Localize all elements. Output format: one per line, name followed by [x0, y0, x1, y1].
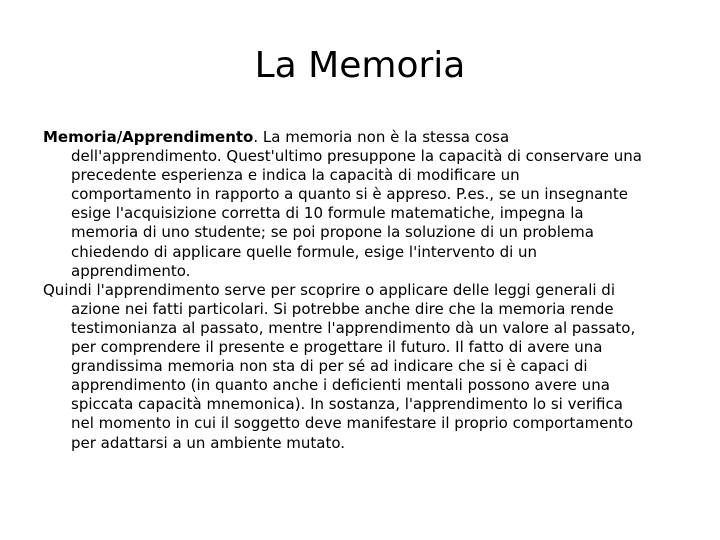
paragraph-text: Quindi l'apprendimento serve per scoprire o applicare delle leggi generali di azione nei fatti particolari. Si potrebbe anche dire che la memoria rende testimonianza al passato, mentre l'apprendimento dà un valore al passato, per comprendere il presente e progettare il futuro. Il fatto di avere una grandissima memoria non sta di per sé ad indicare che si è capaci di apprendimento (in quanto anche i deficienti mentali possono avere una spiccata capacità mnemonica). In sostanza, l'apprendimento lo si verifica nel momento in cui il soggetto deve manifestare il proprio comportamento per adattarsi a un ambiente mutato.	[43, 280, 636, 452]
paragraph-quindi	[43, 281, 643, 453]
slide-title: La Memoria	[254, 45, 466, 86]
paragraph-memoria-apprendimento	[43, 128, 643, 281]
slide-body	[43, 128, 643, 453]
paragraph-lead-term: Memoria/Apprendimento	[43, 128, 254, 146]
paragraph-text: . La memoria non è la stessa cosa dell'apprendimento. Quest'ultimo presuppone la capacità di conservare una precedente esperienza e indica la capacità di modificare un comportamento in rapporto a quanto si è appreso. P.es., se un insegnante esige l'acquisizione corretta di 10 formule matematiche, impegna la memoria di uno studente; se poi propone la soluzione di un problema chiedendo di applicare quelle formule, esige l'intervento di un apprendimento.	[71, 128, 642, 280]
